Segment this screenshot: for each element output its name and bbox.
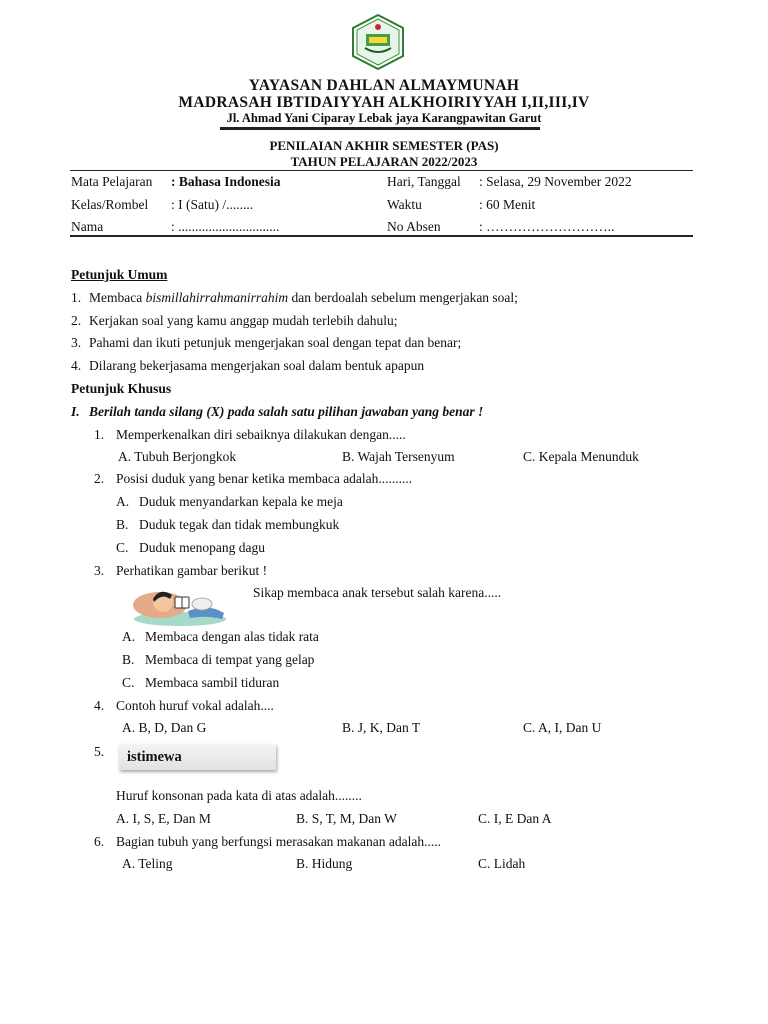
question-6-text: Bagian tubuh yang berfungsi merasakan makanan adalah..... bbox=[116, 834, 442, 849]
general-instructions-title: Petunjuk Umum bbox=[71, 267, 168, 282]
question-1-text: Memperkenalkan diri sebaiknya dilakukan dengan..... bbox=[116, 427, 406, 442]
question-3-text: Perhatikan gambar berikut ! bbox=[116, 563, 268, 578]
subject-value: : Bahasa Indonesia bbox=[171, 174, 281, 189]
foundation-name: YAYASAN DAHLAN ALMAYMUNAH bbox=[248, 77, 520, 94]
info-bottom-rule bbox=[70, 235, 693, 237]
general-item-num: 3. bbox=[71, 335, 82, 350]
q6-option-b[interactable]: B. Hidung bbox=[296, 856, 353, 871]
question-2-text: Posisi duduk yang benar ketika membaca adalah.......... bbox=[116, 471, 413, 486]
q2-option-c[interactable]: Duduk menopang dagu bbox=[139, 540, 265, 555]
q6-option-a[interactable]: A. Teling bbox=[122, 856, 173, 871]
q4-option-b[interactable]: B. J, K, Dan T bbox=[342, 720, 421, 735]
school-name: MADRASAH IBTIDAIYYAH ALKHOIRIYYAH I,II,III,IV bbox=[178, 94, 590, 111]
class-value: : I (Satu) /........ bbox=[171, 197, 254, 212]
day-label: Hari, Tanggal bbox=[387, 174, 461, 189]
subject-label: Mata Pelajaran bbox=[71, 174, 153, 189]
question-number: 1. bbox=[94, 427, 105, 442]
q6-option-c[interactable]: C. Lidah bbox=[478, 856, 526, 871]
info-top-rule bbox=[70, 170, 693, 171]
q1-option-a[interactable]: A. Tubuh Berjongkok bbox=[118, 449, 237, 464]
q2-option-b-letter[interactable]: B. bbox=[116, 517, 129, 532]
q3-option-a-letter[interactable]: A. bbox=[122, 629, 136, 644]
name-value: : .............................. bbox=[171, 219, 280, 234]
q3-option-a[interactable]: Membaca dengan alas tidak rata bbox=[145, 629, 319, 644]
header-divider bbox=[220, 127, 540, 130]
q2-option-a[interactable]: Duduk menyandarkan kepala ke meja bbox=[139, 494, 343, 509]
section-number: I. bbox=[71, 404, 80, 419]
q5-option-c[interactable]: C. I, E Dan A bbox=[478, 811, 552, 826]
absen-label: No Absen bbox=[387, 219, 441, 234]
question-5-text: Huruf konsonan pada kata di atas adalah........ bbox=[116, 788, 362, 803]
general-item-num: 4. bbox=[71, 358, 82, 373]
word-box bbox=[119, 744, 276, 770]
q2-option-a-letter[interactable]: A. bbox=[116, 494, 130, 509]
q2-option-c-letter[interactable]: C. bbox=[116, 540, 129, 555]
child-reading-lying-down-illustration bbox=[130, 583, 228, 627]
general-item-3: Pahami dan ikuti petunjuk mengerjakan soal dengan tepat dan benar; bbox=[89, 335, 462, 350]
q3-option-c[interactable]: Membaca sambil tiduran bbox=[145, 675, 280, 690]
question-number: 2. bbox=[94, 471, 105, 486]
school-logo bbox=[351, 14, 405, 70]
school-address: Jl. Ahmad Yani Ciparay Lebak jaya Karangpawitan Garut bbox=[226, 111, 542, 125]
section-instruction: Berilah tanda silang (X) pada salah satu pilihan jawaban yang benar ! bbox=[89, 404, 484, 419]
q1-option-b[interactable]: B. Wajah Tersenyum bbox=[342, 449, 455, 464]
day-value: : Selasa, 29 November 2022 bbox=[479, 174, 632, 189]
time-label: Waktu bbox=[387, 197, 422, 212]
general-item-num: 2. bbox=[71, 313, 82, 328]
question-number: 5. bbox=[94, 744, 105, 759]
general-item-1: Membaca bismillahirrahmanirrahim dan berdoalah sebelum mengerjakan soal; bbox=[89, 290, 518, 305]
general-item-4: Dilarang bekerjasama mengerjakan soal dalam bentuk apapun bbox=[89, 358, 425, 373]
general-item-num: 1. bbox=[71, 290, 82, 305]
q5-option-a[interactable]: A. I, S, E, Dan M bbox=[116, 811, 211, 826]
name-label: Nama bbox=[71, 219, 104, 234]
question-number: 6. bbox=[94, 834, 105, 849]
q3-option-c-letter[interactable]: C. bbox=[122, 675, 135, 690]
q3-option-b[interactable]: Membaca di tempat yang gelap bbox=[145, 652, 315, 667]
time-value: : 60 Menit bbox=[479, 197, 536, 212]
q4-option-c[interactable]: C. A, I, Dan U bbox=[523, 720, 602, 735]
q2-option-b[interactable]: Duduk tegak dan tidak membungkuk bbox=[139, 517, 340, 532]
academic-year: TAHUN PELAJARAN 2022/2023 bbox=[290, 154, 478, 169]
q4-option-a[interactable]: A. B, D, Dan G bbox=[122, 720, 207, 735]
question-number: 4. bbox=[94, 698, 105, 713]
general-item-2: Kerjakan soal yang kamu anggap mudah terlebih dahulu; bbox=[89, 313, 398, 328]
q3-option-b-letter[interactable]: B. bbox=[122, 652, 135, 667]
absen-value: : ……………………….. bbox=[479, 219, 615, 234]
question-number: 3. bbox=[94, 563, 105, 578]
question-4-text: Contoh huruf vokal adalah.... bbox=[116, 698, 274, 713]
special-instructions-title: Petunjuk Khusus bbox=[71, 381, 172, 396]
q1-option-c[interactable]: C. Kepala Menunduk bbox=[523, 449, 639, 464]
q5-option-b[interactable]: B. S, T, M, Dan W bbox=[296, 811, 397, 826]
question-3-sidetext: Sikap membaca anak tersebut salah karena..... bbox=[253, 585, 502, 600]
exam-title: PENILAIAN AKHIR SEMESTER (PAS) bbox=[269, 138, 499, 153]
class-label: Kelas/Rombel bbox=[71, 197, 149, 212]
word-box-text: istimewa bbox=[127, 749, 182, 765]
